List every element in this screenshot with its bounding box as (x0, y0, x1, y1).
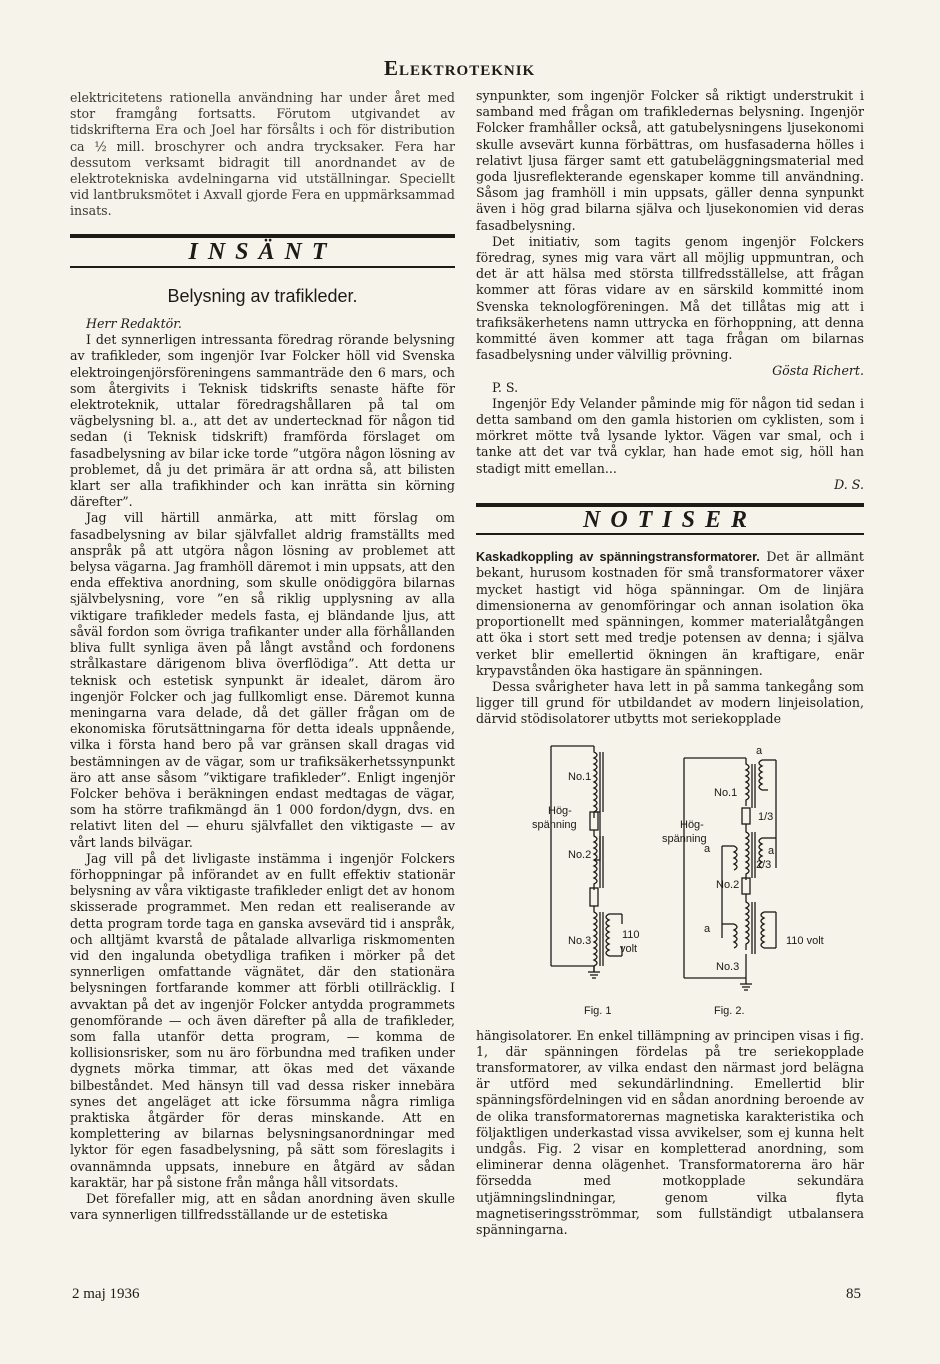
section-title-notiser: NOTISER (582, 507, 758, 534)
fig2-label-hog: Hög- (680, 818, 704, 831)
body-paragraph: Jag vill på det livligaste instämma i ingenjör Folckers förhoppningar på införandet av en fullt effektiv stationär belysning av våra viktigaste trafikleder enligt det av honom skisserade programmet. Men redan ett realiserande av detta program torde taga en ganska avsevärd tid i anspråk, och alltjämt kvarstå de påtalade allvarliga riskmomenten vid den ingalunda obetydliga trafiken i mörker på det synnerligen omfattande vägnätet, där den stationära belysningen fortfarande kommer att förbli otillräcklig. I avvaktan på det av ingenjör Folcker antydda programmets genomförande — och även därefter på alla de trafikleder, som falla utanför detta program, — komma de kollisionsrisker, som nu äro förbundna med trafiken under dygnets mörka timmar, att ökas med det växande bilbeståndet. Med hänsyn till vad dessa risker innebära synes det angeläget att icke försumma några rimliga praktiska åtgärder för deras minskande. Att en komplettering av bilarnas belysningsanordningar med lyktor för egen fasadbelysning, på sätt som föreslagits i ovannämnda uppsats, innebure en åtgärd av sådan karaktär, har på sistone från många håll vitsordats. (70, 850, 455, 1190)
page-number: 85 (846, 1286, 861, 1302)
running-header: Elektroteknik (384, 56, 536, 80)
section-title-insant: INSÄNT (188, 238, 337, 265)
ps-paragraph: Ingenjör Edy Velander påminde mig för någon tid sedan i detta samband om den gamla historien om cyklisten, som i mörkret mötte två lysande lyktor. Vägen var smal, och i tanke att det var två cyklar, han hade emot sig, höll han stadigt mitt emellan... (476, 395, 864, 476)
fig2-label-a: a (768, 844, 775, 857)
body-paragraph: synpunkter, som ingenjör Folcker så riktigt understrukit i samband med frågan om trafikledernas belysning. Ingenjör Folcker framhåller också, att gatubelysningens ljusekonomi skulle avsevärt kunna förbättras, om husfasaderna hölles i relativt ljusa färger samt ett gatubeläggningsmaterial med goda ljusreflekterande egenskaper komme till användning. Såsom jag framhöll i min uppsats, gäller denna synpunkt även i hög grad bilarna själva och ljusekonomien vid deras fasadbelysning. (476, 88, 864, 233)
fig2-label-110volt: 110 volt (786, 934, 824, 947)
circuit-diagrams (476, 728, 864, 1028)
body-paragraph: Det förefaller mig, att en sådan anordning även skulle vara synnerligen tillfredsställande ur de estetiska (70, 1191, 455, 1223)
fig2-caption: Fig. 2. (714, 1004, 745, 1017)
right-column (476, 88, 864, 1238)
fig2-label-a: a (704, 922, 711, 935)
fig1-label-no3: No.3 (568, 934, 592, 947)
fig2-label-no1: No.1 (714, 786, 738, 799)
fig2-label-a: a (756, 744, 763, 757)
fig2-label-no3: No.3 (716, 960, 740, 973)
left-column (70, 90, 455, 1223)
fig2-label-twothirds: 2/3 (756, 858, 772, 871)
body-paragraph: Jag vill härtill anmärka, att mitt förslag om fasadbelysning av bilar självfallet aldrig framställts med anspråk på att utgöra någon lösning av problemet att belysa vägarna. Jag framhöll däremot i min uppsats, att den enda effektiva anordning, som skulle onödiggöra bilarnas självbelysning, vore ”en så riklig upplysning av alla viktigare trafikleder medels fasta, ej bländande ljus, att såväl fordon som övriga trafikanter under alla förhållanden bliva fullt synliga även på långt avstånd och fordonens strålkastare därigenom bliva överflödiga”. Att detta ur teknisk och estetisk synpunkt är idealet, därom äro ingenjör Folcker och jag fullkomligt ense. Däremot kunna meningarna vara delade, då det gäller frågan om de ekonomiska förutsättningarna för detta ideals uppnående, vilka i första hand bero på var gränsen skall dragas vid bestämningen av de vägar, som ur trafiksäkerhetssynpunkt äro att anse såsom ”viktigare trafikleder”. Enligt ingenjör Folcker behöva i beräkningen endast medtagas de vägar, som ha större trafikmängd än 1 000 fordon/dygn, dvs. en relativt liten del — ehuru självfallet den viktigaste — av vårt lands bilvägar. (70, 510, 455, 850)
intro-paragraph: elektricitetens rationella användning har under året med stor framgång fortsatts. Förutom utgivandet av tidskrifterna Era och Joel har försålts i och för distribution ca ½ mill. broschyrer och andra trycksaker. Fera har dessutom verksamt bidragit till anordnandet av de elektrotekniska avdelningarna vid utställningar. Speciellt vid lantbruksmötet i Axvall gjorde Fera en uppmärksammad insats. (70, 90, 455, 219)
ps-label: P. S. (492, 379, 519, 395)
footer-date: 2 maj 1936 (72, 1286, 140, 1302)
fig2-label-spanning: spänning (662, 832, 707, 845)
fig1-label-no1: No.1 (568, 770, 592, 783)
notice-paragraph: Dessa svårigheter hava lett in på samma tankegång som ligger till grund för utbildandet av modern linjeisolation, därvid stödisolatorer utbytts mot seriekopplade (476, 678, 864, 727)
fig1-label-no2: No.2 (568, 848, 592, 861)
fig2-label-no2: No.2 (716, 878, 740, 891)
fig1-label-hog: Hög- (548, 804, 572, 817)
body-paragraph: I det synnerligen intressanta föredrag rörande belysning av trafikleder, som ingenjör Ivar Folcker höll vid Svenska elektroingenjörsföreningens sammanträde den 6 mars, och som återgivits i Teknisk tidskrifts senaste häfte för elektroteknik, uttalar föredragshållaren på tal om vägbelysning bl. a., att det av undertecknad för någon tid sedan (i Teknisk tidskrift) framförda förslaget om fasadbelysning av bilar icke torde ”utgöra någon lösning av problemet, då ju det primära är att ordna så, att bilisten klart ser alla trafikhinder och kan inrätta sin körning därefter”. (70, 332, 455, 510)
notice-paragraph: hängisolatorer. En enkel tillämpning av principen visas i fig. 1, där spänningen fördelas på tre seriekopplade transformatorer, av vilka endast den närmast jord belägna är utförd med sekundärlindning. Emellertid blir spänningsfördelningen vid en sådan anordning beroende av de olika transformatorernas magnetiska karakteristika och följaktligen underkastad vissa avvikelser, som ej kunna helt undgås. Fig. 2 visar en kompletterad anordning, som eliminerar denna olägenhet. Transformatorerna äro här försedda med motkopplade sekundära utjämningslindningar, genom vilka flyta magnetiseringsströmmar, som fullständigt utbalansera spänningarna. (476, 1027, 864, 1237)
notice-heading: Kaskadkoppling av spänningstransformatorer. (476, 550, 760, 565)
fig2-label-third: 1/3 (758, 810, 774, 823)
signature: Gösta Richert. (772, 363, 864, 379)
signature-ds: D. S. (834, 476, 864, 492)
circuit-diagrams-svg (476, 728, 864, 1028)
fig1-label-volt: volt (620, 942, 638, 955)
fig1-label-spanning: spänning (532, 818, 577, 831)
article-title: Belysning av trafikleder. (167, 285, 358, 306)
fig2-label-a: a (704, 842, 711, 855)
fig1-label-110: 110 (622, 928, 640, 941)
body-paragraph: Det initiativ, som tagits genom ingenjör Folckers föredrag, synes mig vara värt all möjlig uppmuntran, och det är att hälsa med största tillfredsställelse, att frågan kommer att föras vidare av en särskild kommitté inom Svenska teknologföreningen. Må det tillåtas mig att i trafiksäkerhetens namn uttrycka en förhoppning, att denna kommitté även kommer att taga frågan om bilarnas fasadbelysning under välvillig prövning. (476, 233, 864, 363)
fig1-caption: Fig. 1 (584, 1004, 612, 1017)
notice-text: Det är allmänt bekant, hurusom kostnaden för små transformatorer växer mycket hastigt vid höga spänningar. Om de linjära dimensionerna av genomföringar och annan isolation öka proportionellt med spänningen, kommer materialåtgången att öka i stort sett med tredje potensen av denna; i själva verket blir emellertid ökningen än kraftigare, enär krypavstånden öka hastigare än spänningen. (476, 549, 864, 678)
salutation: Herr Redaktör. (86, 316, 182, 332)
